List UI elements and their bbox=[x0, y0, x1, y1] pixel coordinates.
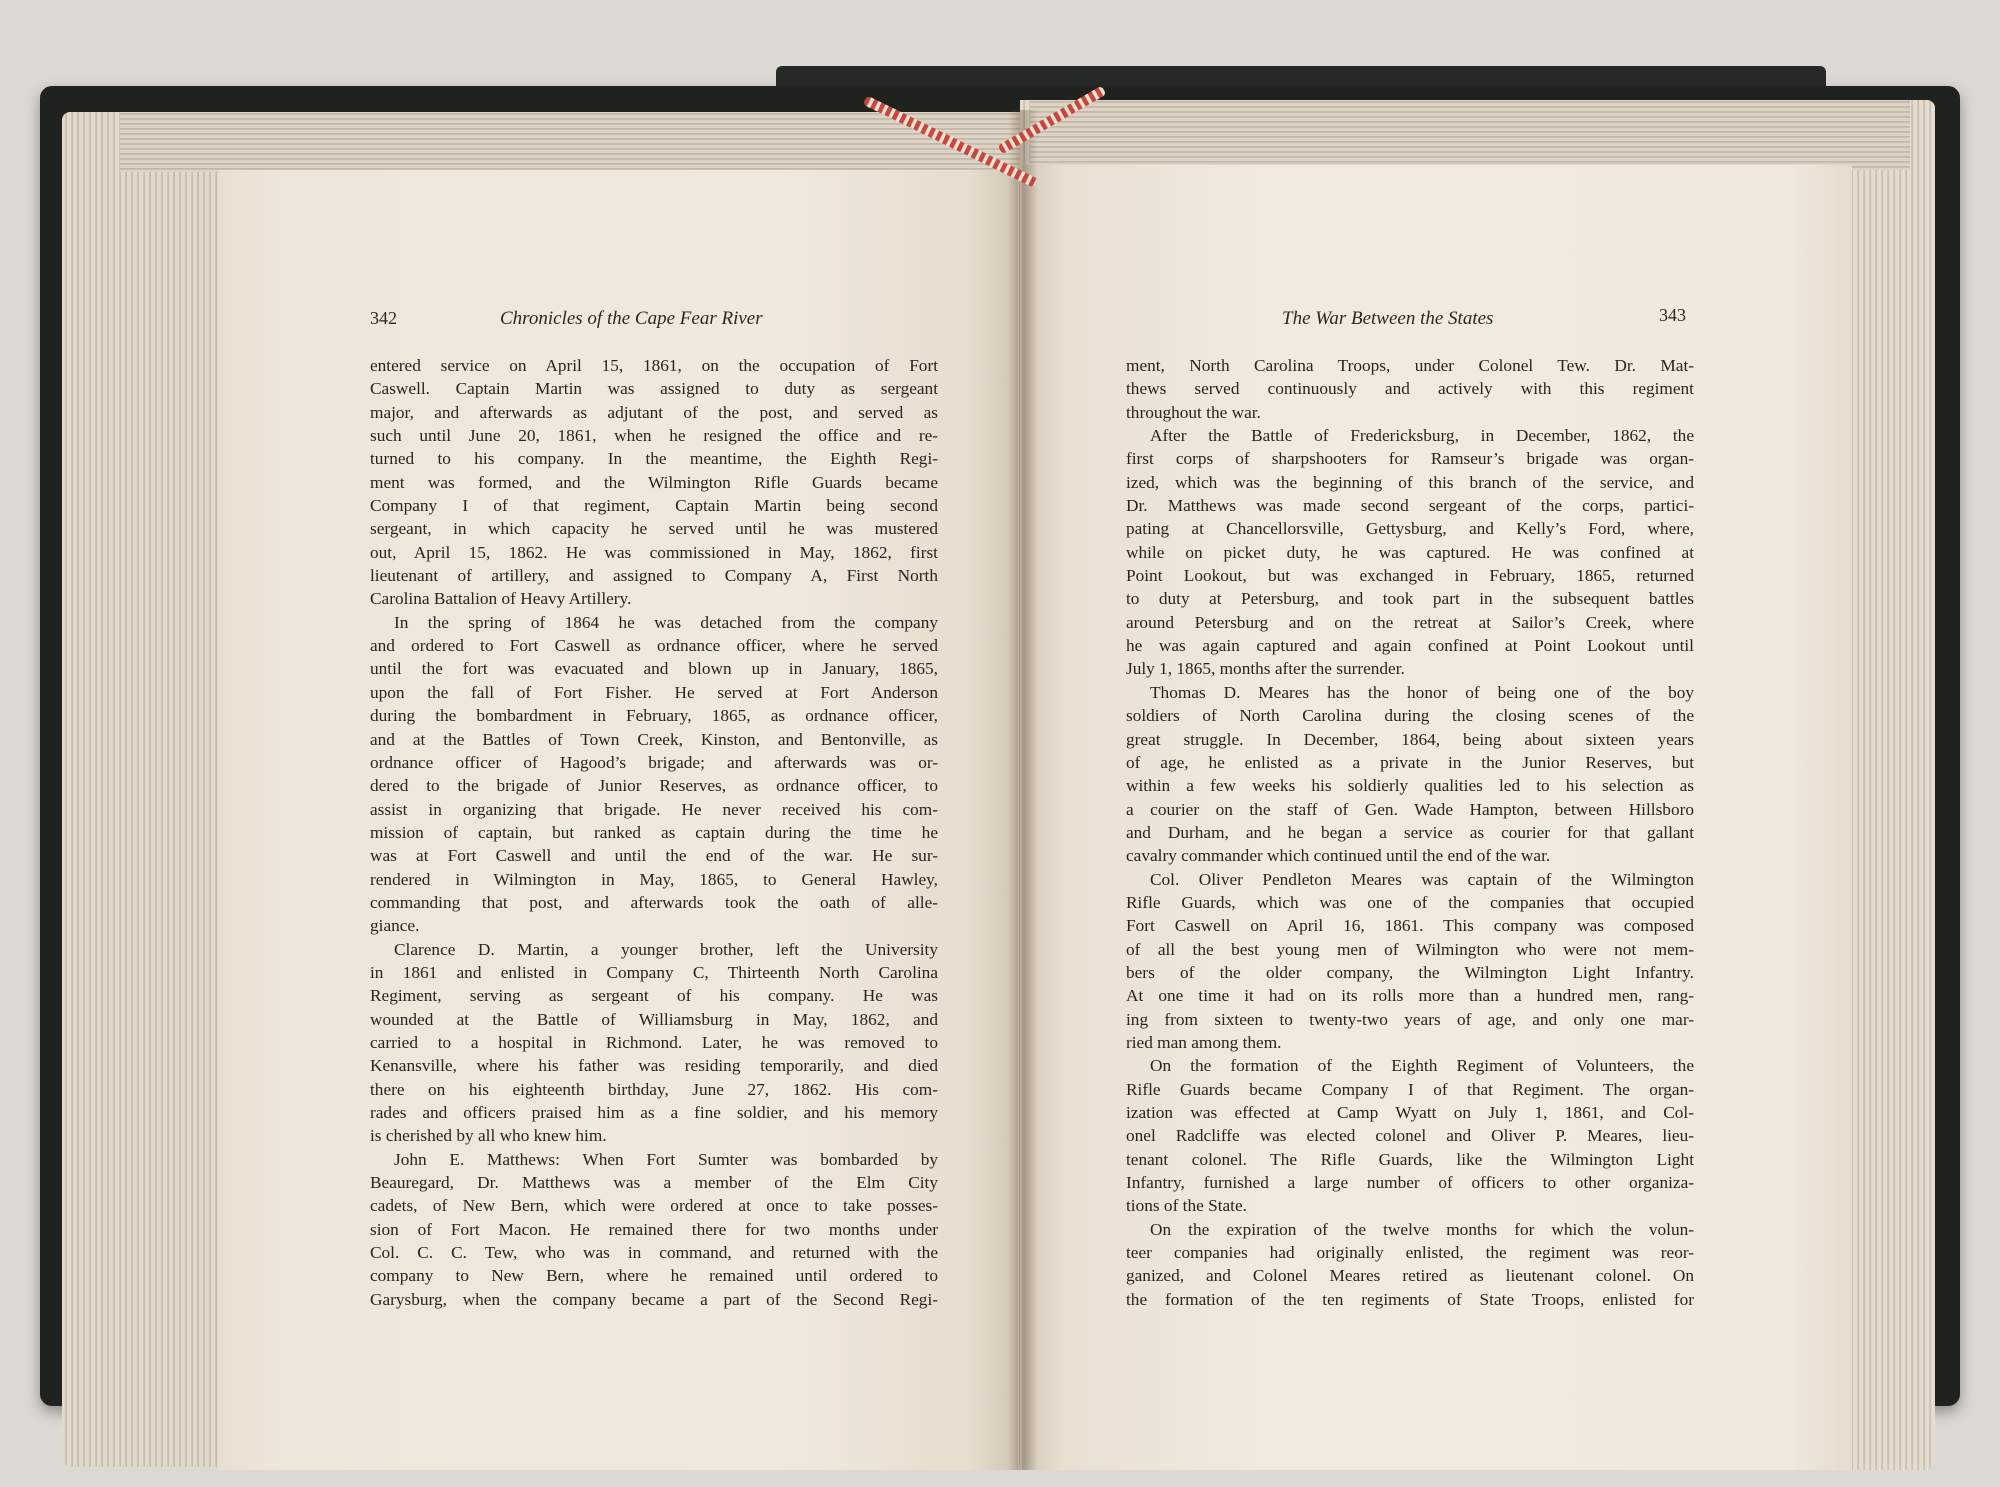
text-line: In the spring of 1864 he was detached from the company bbox=[394, 612, 938, 632]
text-line: Company I of that regiment, Captain Martin being second bbox=[370, 496, 938, 516]
left-page-header bbox=[370, 308, 940, 334]
text-line: of all the best young men of Wilmington who were not mem- bbox=[1126, 939, 1694, 959]
text-line: carried to a hospital in Richmond. Later, he was removed to bbox=[370, 1032, 938, 1052]
text-line: Rifle Guards, which was one of the companies that occupied bbox=[1126, 892, 1694, 912]
text-line: in 1861 and enlisted in Company C, Thirteenth North Carolina bbox=[370, 962, 938, 982]
text-line: tions of the State. bbox=[1126, 1196, 1247, 1216]
text-line: commanding that post, and afterwards took the oath of alle- bbox=[370, 892, 938, 912]
text-line: bers of the older company, the Wilmington Light Infantry. bbox=[1126, 962, 1694, 982]
text-line: Rifle Guards became Company I of that Regiment. The organ- bbox=[1126, 1079, 1694, 1099]
text-line: soldiers of North Carolina during the closing scenes of the bbox=[1126, 706, 1694, 726]
text-line: lieutenant of artillery, and assigned to Company A, First North bbox=[370, 566, 938, 586]
text-line: dered to the brigade of Junior Reserves, as ordnance officer, to bbox=[370, 776, 938, 796]
text-line: Kenansville, where his father was residing temporarily, and died bbox=[370, 1056, 938, 1076]
text-line: company to New Bern, where he remained until ordered to bbox=[370, 1266, 938, 1286]
text-line: and ordered to Fort Caswell as ordnance officer, where he served bbox=[370, 636, 938, 656]
text-line: thews served continuously and actively with this regiment bbox=[1126, 379, 1694, 399]
text-line: during the bombardment in February, 1865, as ordnance officer, bbox=[370, 706, 938, 726]
text-line: and at the Battles of Town Creek, Kinston, and Bentonville, as bbox=[370, 729, 938, 749]
text-line: assist in organizing that brigade. He never received his com- bbox=[370, 799, 938, 819]
text-line: of age, he enlisted as a private in the Junior Reserves, but bbox=[1126, 752, 1694, 772]
right-page-body bbox=[1126, 354, 1694, 1311]
text-line: major, and afterwards as adjutant of the post, and served as bbox=[370, 402, 938, 422]
text-line: great struggle. In December, 1864, being about sixteen years bbox=[1126, 729, 1694, 749]
text-line: On the expiration of the twelve months for which the volun- bbox=[1150, 1219, 1694, 1239]
text-line: to duty at Petersburg, and took part in the subsequent battles bbox=[1126, 589, 1694, 609]
text-line: giance. bbox=[370, 916, 420, 936]
left-page-body bbox=[370, 354, 938, 1311]
text-line: Infantry, furnished a large number of officers to other organiza- bbox=[1126, 1173, 1694, 1193]
text-line: Col. Oliver Pendleton Meares was captain of the Wilmington bbox=[1150, 869, 1694, 889]
text-line: tenant colonel. The Rifle Guards, like the Wilmington Light bbox=[1126, 1149, 1694, 1169]
text-line: such until June 20, 1861, when he resigned the office and re- bbox=[370, 426, 938, 446]
text-line: Thomas D. Meares has the honor of being one of the boy bbox=[1150, 682, 1694, 702]
text-line: July 1, 1865, months after the surrender. bbox=[1126, 659, 1405, 679]
text-line: the formation of the ten regiments of State Troops, enlisted for bbox=[1126, 1289, 1694, 1309]
text-line: sergeant, in which capacity he served until he was mustered bbox=[370, 519, 938, 539]
right-page-number: 343 bbox=[1659, 305, 1686, 325]
left-page-number: 342 bbox=[370, 308, 397, 328]
text-line: entered service on April 15, 1861, on the occupation of Fort bbox=[370, 356, 938, 375]
text-line: John E. Matthews: When Fort Sumter was bombarded by bbox=[394, 1149, 938, 1169]
text-line: and Durham, and he began a service as courier for that gallant bbox=[1126, 822, 1694, 842]
text-line: first corps of sharpshooters for Ramseur’s brigade was organ- bbox=[1126, 449, 1694, 469]
text-line: out, April 15, 1862. He was commissioned in May, 1862, first bbox=[370, 542, 938, 562]
text-line: a courier on the staff of Gen. Wade Hampton, between Hillsboro bbox=[1126, 799, 1694, 819]
text-line: Dr. Matthews was made second sergeant of the corps, partici- bbox=[1126, 496, 1694, 516]
text-line: Caswell. Captain Martin was assigned to duty as sergeant bbox=[370, 379, 938, 399]
text-line: ordnance officer of Hagood’s brigade; and afterwards was or- bbox=[370, 752, 938, 772]
text-line: rades and officers praised him as a fine soldier, and his memory bbox=[370, 1103, 938, 1122]
text-line: around Petersburg and on the retreat at Sailor’s Creek, where bbox=[1126, 612, 1694, 632]
text-line: ried man among them. bbox=[1126, 1032, 1282, 1052]
text-line: Clarence D. Martin, a younger brother, left the University bbox=[394, 939, 938, 959]
text-line: ganized, and Colonel Meares retired as lieutenant colonel. On bbox=[1126, 1266, 1694, 1286]
text-line: cadets, of New Bern, which were ordered at once to take posses- bbox=[370, 1196, 938, 1216]
text-line: teer companies had originally enlisted, the regiment was reor- bbox=[1126, 1243, 1694, 1263]
text-line: rendered in Wilmington in May, 1865, to General Hawley, bbox=[370, 869, 938, 889]
text-line: Fort Caswell on April 16, 1861. This company was composed bbox=[1126, 916, 1694, 936]
text-line: sion of Fort Macon. He remained there for two months under bbox=[370, 1219, 938, 1239]
text-line: onel Radcliffe was elected colonel and Oliver P. Meares, lieu- bbox=[1126, 1126, 1694, 1146]
text-line: ing from sixteen to twenty-two years of age, and only one mar- bbox=[1126, 1009, 1694, 1029]
text-line: Point Lookout, but was exchanged in February, 1865, returned bbox=[1126, 566, 1694, 586]
text-line: Garysburg, when the company became a part of the Second Regi- bbox=[370, 1289, 938, 1309]
book-gutter bbox=[1008, 110, 1038, 1470]
right-running-title: The War Between the States bbox=[1282, 308, 1494, 329]
text-line: After the Battle of Fredericksburg, in December, 1862, the bbox=[1150, 426, 1694, 446]
text-line: upon the fall of Fort Fisher. He served at Fort Anderson bbox=[370, 682, 938, 702]
text-line: until the fort was evacuated and blown up in January, 1865, bbox=[370, 659, 938, 679]
text-line: Regiment, serving as sergeant of his company. He was bbox=[370, 986, 938, 1006]
text-line: was at Fort Caswell and until the end of the war. He sur- bbox=[370, 846, 938, 866]
text-line: ment was formed, and the Wilmington Rifle Guards became bbox=[370, 472, 938, 492]
text-line: within a few weeks his soldierly qualities led to his selection as bbox=[1126, 776, 1694, 796]
text-line: there on his eighteenth birthday, June 27, 1862. His com- bbox=[370, 1079, 938, 1099]
text-line: ized, which was the beginning of this branch of the service, and bbox=[1126, 472, 1694, 492]
text-line: mission of captain, but ranked as captain during the time he bbox=[370, 822, 938, 842]
text-line: he was again captured and again confined at Point Lookout until bbox=[1126, 636, 1694, 656]
text-line: wounded at the Battle of Williamsburg in May, 1862, and bbox=[370, 1009, 938, 1029]
text-line: while on picket duty, he was captured. He was confined at bbox=[1126, 542, 1694, 562]
text-line: turned to his company. In the meantime, the Eighth Regi- bbox=[370, 449, 938, 469]
text-line: At one time it had on its rolls more than a hundred men, rang- bbox=[1126, 986, 1694, 1006]
text-line: ment, North Carolina Troops, under Colonel Tew. Dr. Mat- bbox=[1126, 356, 1694, 375]
left-top-page-edges bbox=[120, 112, 1020, 172]
text-line: Col. C. C. Tew, who was in command, and returned with the bbox=[370, 1243, 938, 1263]
text-line: On the formation of the Eighth Regiment of Volunteers, the bbox=[1150, 1056, 1694, 1076]
text-line: throughout the war. bbox=[1126, 402, 1261, 422]
text-line: Carolina Battalion of Heavy Artillery. bbox=[370, 589, 632, 609]
right-top-page-edges bbox=[1030, 100, 1910, 170]
text-line: Beauregard, Dr. Matthews was a member of the Elm City bbox=[370, 1173, 938, 1193]
text-line: cavalry commander which continued until the end of the war. bbox=[1126, 846, 1551, 866]
right-page-header bbox=[1124, 305, 1694, 334]
text-line: ization was effected at Camp Wyatt on July 1, 1861, and Col- bbox=[1126, 1103, 1694, 1122]
text-line: pating at Chancellorsville, Gettysburg, and Kelly’s Ford, where, bbox=[1126, 519, 1694, 539]
text-line: is cherished by all who knew him. bbox=[370, 1126, 607, 1146]
left-running-title: Chronicles of the Cape Fear River bbox=[500, 308, 763, 329]
